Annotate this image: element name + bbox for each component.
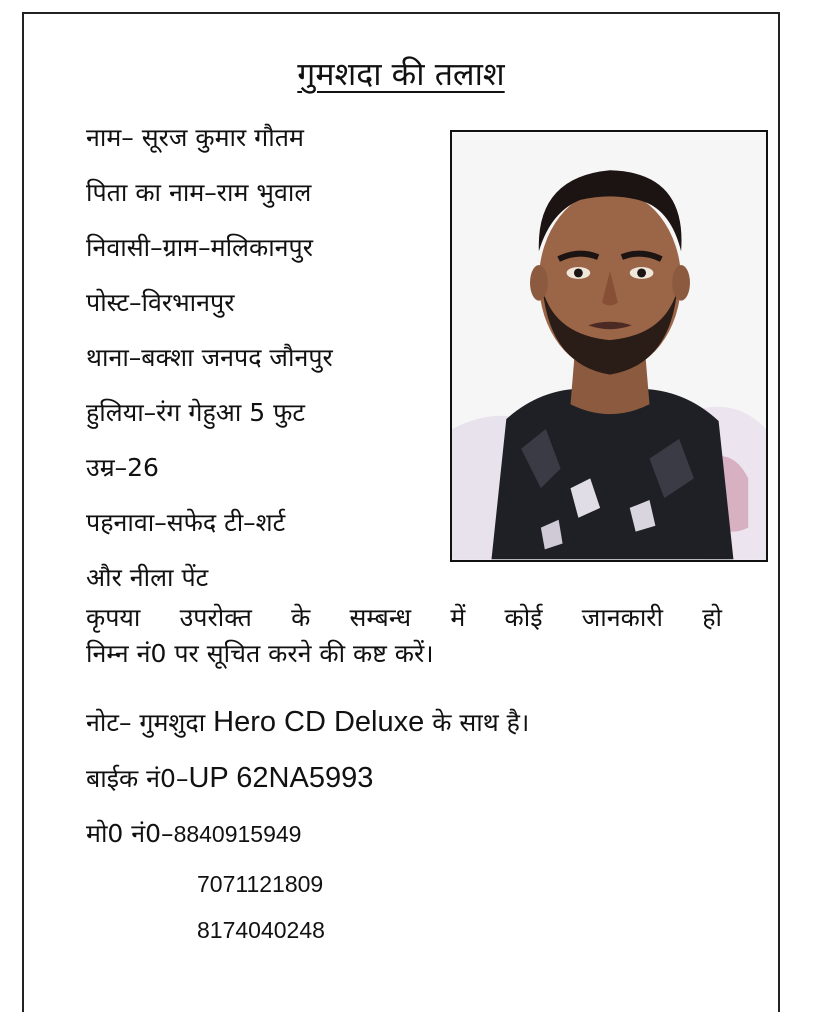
person-photo bbox=[450, 130, 768, 562]
bike-number-prefix: बाईक नं0– bbox=[86, 764, 189, 793]
detail-post: पोस्ट–विरभानपुर bbox=[86, 288, 235, 317]
detail-residence: निवासी–ग्राम–मलिकानपुर bbox=[86, 233, 313, 262]
note-prefix: नोट– गुमशुदा bbox=[86, 708, 214, 737]
poster-title-text: गुमशदा की तलाश bbox=[297, 55, 505, 93]
detail-clothing: पहनावा–सफेद टी–शर्ट bbox=[86, 508, 286, 537]
mobile-number-1: 8840915949 bbox=[173, 821, 302, 847]
detail-name: नाम– सूरज कुमार गौतम bbox=[86, 123, 304, 152]
bike-number: UP 62NA5993 bbox=[188, 762, 374, 794]
appeal-line-1: कृपया उपरोक्त के सम्बन्ध में कोई जानकारी हो bbox=[86, 603, 722, 632]
missing-person-poster bbox=[22, 12, 780, 1012]
detail-police-station: थाना–बक्शा जनपद जौनपुर bbox=[86, 343, 333, 372]
detail-age: उम्र–26 bbox=[86, 453, 159, 482]
mobile-number-3: 8174040248 bbox=[197, 917, 325, 943]
appeal-paragraph bbox=[86, 600, 722, 672]
person-photo-illustration bbox=[452, 132, 766, 560]
bike-model: Hero CD Deluxe bbox=[213, 706, 425, 738]
detail-clothing-continued: और नीला पेंट bbox=[86, 563, 209, 592]
bike-number-line bbox=[86, 760, 373, 797]
mobile-line bbox=[86, 820, 301, 848]
poster-title bbox=[24, 52, 778, 96]
note-suffix: के साथ है। bbox=[424, 708, 530, 737]
mobile-number-2: 7071121809 bbox=[197, 871, 324, 897]
detail-father: पिता का नाम–राम भुवाल bbox=[86, 178, 312, 207]
note-line bbox=[86, 704, 529, 741]
mobile-prefix: मो0 नं0– bbox=[86, 819, 174, 848]
appeal-line-2: निम्न नं0 पर सूचित करने की कष्ट करें। bbox=[86, 639, 434, 668]
detail-appearance: हुलिया–रंग गेहुआ 5 फुट bbox=[86, 398, 305, 427]
